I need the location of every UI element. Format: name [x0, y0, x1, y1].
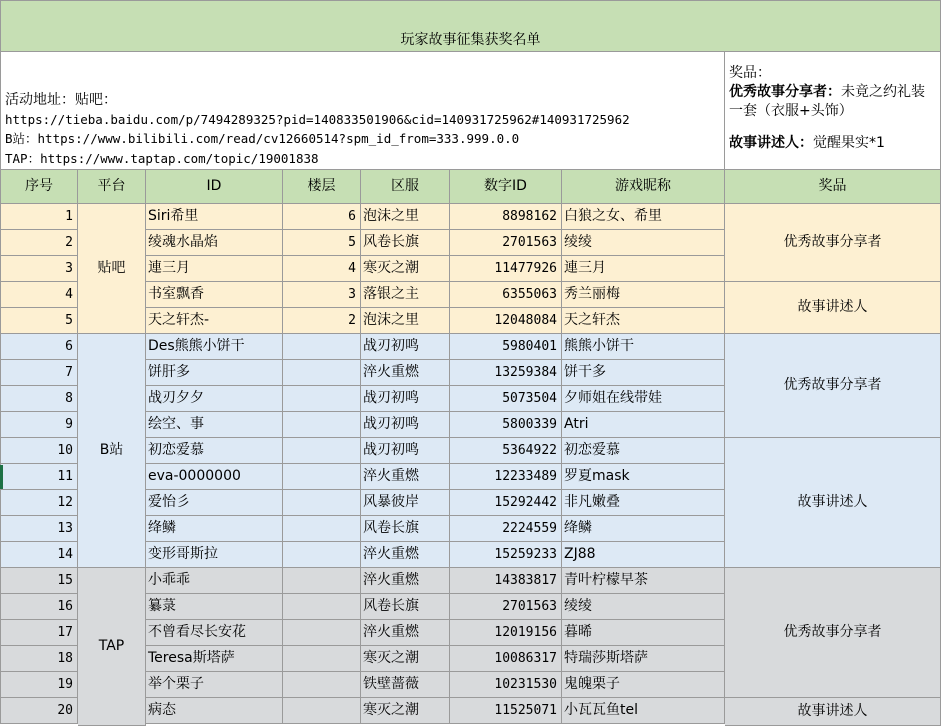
cell-server[interactable]: 寒灭之潮 — [361, 646, 450, 672]
prize2-label: 故事讲述人： — [729, 135, 813, 151]
prize1-value: 未竟之约礼装一套（衣服+头饰） — [729, 84, 925, 119]
cell-server[interactable]: 落银之主 — [361, 282, 450, 308]
cell-numeric-id[interactable]: 11525071 — [450, 698, 562, 724]
cell-server[interactable]: 淬火重燃 — [361, 464, 450, 490]
cell-id[interactable]: 纂菉 — [146, 594, 283, 620]
cell-no[interactable]: 3 — [0, 256, 78, 282]
cell-id[interactable]: 举个栗子 — [146, 672, 283, 698]
cell-numeric-id[interactable]: 5800339 — [450, 412, 562, 438]
platform-cell-tap[interactable]: TAP — [78, 568, 146, 726]
cell-floor[interactable] — [283, 594, 361, 620]
cell-floor[interactable]: 2 — [283, 308, 361, 334]
tap-url[interactable]: TAP：https://www.taptap.com/topic/19001838 — [5, 150, 319, 166]
cell-nickname[interactable]: 罗夏mask — [562, 464, 725, 490]
cell-nickname[interactable]: 白狼之女、希里 — [562, 204, 725, 230]
cell-id[interactable]: eva-0000000 — [146, 464, 283, 490]
cell-numeric-id[interactable]: 13259384 — [450, 360, 562, 386]
cell-server[interactable]: 寒灭之潮 — [361, 698, 450, 724]
header-server[interactable]: 区服 — [361, 170, 450, 204]
cell-nickname[interactable]: 鬼魄栗子 — [562, 672, 725, 698]
prize2-text — [729, 134, 885, 153]
cell-nickname[interactable]: 連三月 — [562, 256, 725, 282]
cell-floor[interactable] — [283, 334, 361, 360]
cell-numeric-id[interactable]: 15292442 — [450, 490, 562, 516]
cell-no[interactable]: 11 — [0, 464, 78, 490]
cell-numeric-id[interactable]: 10086317 — [450, 646, 562, 672]
cell-no[interactable]: 13 — [0, 516, 78, 542]
cell-id[interactable]: Siri希里 — [146, 204, 283, 230]
cell-floor[interactable]: 4 — [283, 256, 361, 282]
cell-no[interactable]: 9 — [0, 412, 78, 438]
cell-nickname[interactable]: 初恋爱慕 — [562, 438, 725, 464]
cell-floor[interactable] — [283, 620, 361, 646]
cell-id[interactable]: 书室飘香 — [146, 282, 283, 308]
cell-server[interactable]: 淬火重燃 — [361, 568, 450, 594]
cell-nickname[interactable]: 夕师姐在线带娃 — [562, 386, 725, 412]
cell-server[interactable]: 风卷长旗 — [361, 230, 450, 256]
cell-numeric-id[interactable]: 2701563 — [450, 230, 562, 256]
cell-numeric-id[interactable]: 15259233 — [450, 542, 562, 568]
cell-server[interactable]: 淬火重燃 — [361, 620, 450, 646]
selected-cell-indicator — [0, 465, 3, 489]
cell-numeric-id[interactable]: 8898162 — [450, 204, 562, 230]
cell-id[interactable]: 不曾看尽长安花 — [146, 620, 283, 646]
cell-floor[interactable] — [283, 386, 361, 412]
award-cell-tieba-1[interactable]: 优秀故事分享者 — [725, 204, 941, 282]
cell-id[interactable]: 绫魂水晶焰 — [146, 230, 283, 256]
award-cell-tieba-2[interactable]: 故事讲述人 — [725, 282, 941, 334]
cell-no[interactable]: 19 — [0, 672, 78, 698]
prize1-label: 优秀故事分享者： — [729, 84, 841, 100]
cell-server[interactable]: 战刃初鸣 — [361, 412, 450, 438]
cell-floor[interactable] — [283, 672, 361, 698]
award-cell-tap-1[interactable]: 优秀故事分享者 — [725, 568, 941, 698]
header-numeric-id[interactable]: 数字ID — [450, 170, 562, 204]
cell-floor[interactable]: 3 — [283, 282, 361, 308]
cell-nickname[interactable]: ZJ88 — [562, 542, 725, 568]
header-platform[interactable]: 平台 — [78, 170, 146, 204]
cell-nickname[interactable]: 绫绫 — [562, 230, 725, 256]
prize-heading: 奖品： — [729, 65, 771, 81]
award-cell-bilibili-1[interactable]: 优秀故事分享者 — [725, 334, 941, 438]
cell-id[interactable]: 变形哥斯拉 — [146, 542, 283, 568]
cell-server[interactable]: 泡沫之里 — [361, 308, 450, 334]
cell-no[interactable]: 1 — [0, 204, 78, 230]
cell-no[interactable]: 2 — [0, 230, 78, 256]
cell-server[interactable]: 战刃初鸣 — [361, 334, 450, 360]
cell-nickname[interactable]: 青叶柠檬早茶 — [562, 568, 725, 594]
cell-nickname[interactable]: Atri — [562, 412, 725, 438]
cell-floor[interactable] — [283, 412, 361, 438]
cell-id[interactable]: 初恋爱慕 — [146, 438, 283, 464]
cell-server[interactable]: 淬火重燃 — [361, 542, 450, 568]
cell-nickname[interactable]: 天之轩杰 — [562, 308, 725, 334]
cell-numeric-id[interactable]: 12019156 — [450, 620, 562, 646]
cell-id[interactable]: 饼肝多 — [146, 360, 283, 386]
cell-nickname[interactable]: 绫绫 — [562, 594, 725, 620]
cell-no[interactable]: 17 — [0, 620, 78, 646]
cell-nickname[interactable]: 秀兰丽梅 — [562, 282, 725, 308]
cell-id[interactable]: Teresa斯塔萨 — [146, 646, 283, 672]
cell-numeric-id[interactable]: 2224559 — [450, 516, 562, 542]
header-floor[interactable]: 楼层 — [283, 170, 361, 204]
cell-id[interactable]: 病态 — [146, 698, 283, 724]
tieba-url[interactable]: https://tieba.baidu.com/p/7494289325?pid=140833501906&cid=140931725962#140931725962 — [5, 112, 630, 128]
cell-no[interactable]: 4 — [0, 282, 78, 308]
cell-floor[interactable] — [283, 542, 361, 568]
cell-numeric-id[interactable]: 5073504 — [450, 386, 562, 412]
cell-floor[interactable] — [283, 490, 361, 516]
cell-numeric-id[interactable]: 12233489 — [450, 464, 562, 490]
cell-nickname[interactable]: 绛鳞 — [562, 516, 725, 542]
cell-nickname[interactable]: 熊熊小饼干 — [562, 334, 725, 360]
cell-id[interactable]: 绛鳞 — [146, 516, 283, 542]
cell-nickname[interactable]: 特瑞莎斯塔萨 — [562, 646, 725, 672]
prize1-text — [729, 83, 936, 121]
cell-floor[interactable] — [283, 360, 361, 386]
cell-server[interactable]: 风卷长旗 — [361, 516, 450, 542]
cell-server[interactable]: 战刃初鸣 — [361, 438, 450, 464]
cell-nickname[interactable]: 小瓦瓦鱼tel — [562, 698, 725, 724]
cell-nickname[interactable]: 饼干多 — [562, 360, 725, 386]
header-nickname[interactable]: 游戏昵称 — [562, 170, 725, 204]
bilibili-url[interactable]: B站：https://www.bilibili.com/read/cv12660514?spm_id_from=333.999.0.0 — [5, 131, 520, 147]
sheet-title[interactable] — [0, 0, 941, 52]
cell-no[interactable]: 18 — [0, 646, 78, 672]
cell-numeric-id[interactable]: 2701563 — [450, 594, 562, 620]
cell-floor[interactable]: 6 — [283, 204, 361, 230]
cell-no[interactable]: 8 — [0, 386, 78, 412]
award-cell-tap-2[interactable]: 故事讲述人 — [725, 698, 941, 726]
cell-id[interactable]: 小乖乖 — [146, 568, 283, 594]
cell-floor[interactable]: 5 — [283, 230, 361, 256]
cell-server[interactable]: 风暴彼岸 — [361, 490, 450, 516]
cell-numeric-id[interactable]: 12048084 — [450, 308, 562, 334]
sheet-title-text: 玩家故事征集获奖名单 — [400, 31, 541, 48]
cell-no[interactable]: 10 — [0, 438, 78, 464]
cell-floor[interactable] — [283, 646, 361, 672]
cell-numeric-id[interactable]: 11477926 — [450, 256, 562, 282]
activity-label: 活动地址：贴吧： — [5, 91, 117, 108]
cell-id[interactable]: 绘空、事 — [146, 412, 283, 438]
cell-numeric-id[interactable]: 10231530 — [450, 672, 562, 698]
cell-id[interactable]: 战刃夕夕 — [146, 386, 283, 412]
cell-no[interactable]: 20 — [0, 698, 78, 724]
award-cell-bilibili-2[interactable]: 故事讲述人 — [725, 438, 941, 568]
cell-id[interactable]: 連三月 — [146, 256, 283, 282]
cell-nickname[interactable]: 暮晞 — [562, 620, 725, 646]
activity-info-cell[interactable] — [0, 52, 725, 170]
header-id[interactable]: ID — [146, 170, 283, 204]
cell-floor[interactable] — [283, 698, 361, 724]
cell-server[interactable]: 寒灭之潮 — [361, 256, 450, 282]
cell-no[interactable]: 6 — [0, 334, 78, 360]
cell-no[interactable]: 12 — [0, 490, 78, 516]
cell-no[interactable]: 15 — [0, 568, 78, 594]
header-no[interactable]: 序号 — [0, 170, 78, 204]
cell-server[interactable]: 泡沫之里 — [361, 204, 450, 230]
platform-cell-tieba[interactable]: 贴吧 — [78, 204, 146, 334]
cell-id[interactable]: 爱怡彡 — [146, 490, 283, 516]
cell-server[interactable]: 风卷长旗 — [361, 594, 450, 620]
cell-server[interactable]: 战刃初鸣 — [361, 386, 450, 412]
cell-numeric-id[interactable]: 5364922 — [450, 438, 562, 464]
cell-server[interactable]: 铁壁蔷薇 — [361, 672, 450, 698]
prize2-value: 觉醒果实*1 — [813, 135, 885, 151]
platform-cell-bilibili[interactable]: B站 — [78, 334, 146, 568]
cell-server[interactable]: 淬火重燃 — [361, 360, 450, 386]
cell-numeric-id[interactable]: 5980401 — [450, 334, 562, 360]
cell-no[interactable]: 14 — [0, 542, 78, 568]
header-award[interactable]: 奖品 — [725, 170, 941, 204]
cell-floor[interactable] — [283, 568, 361, 594]
cell-nickname[interactable]: 非凡嫩叠 — [562, 490, 725, 516]
cell-numeric-id[interactable]: 14383817 — [450, 568, 562, 594]
cell-no[interactable]: 5 — [0, 308, 78, 334]
cell-numeric-id[interactable]: 6355063 — [450, 282, 562, 308]
cell-floor[interactable] — [283, 464, 361, 490]
cell-id[interactable]: 天之轩杰- — [146, 308, 283, 334]
cell-floor[interactable] — [283, 438, 361, 464]
cell-floor[interactable] — [283, 516, 361, 542]
cell-no[interactable]: 16 — [0, 594, 78, 620]
prize-description-cell[interactable] — [725, 52, 941, 170]
cell-id[interactable]: Des熊熊小饼干 — [146, 334, 283, 360]
cell-no[interactable]: 7 — [0, 360, 78, 386]
